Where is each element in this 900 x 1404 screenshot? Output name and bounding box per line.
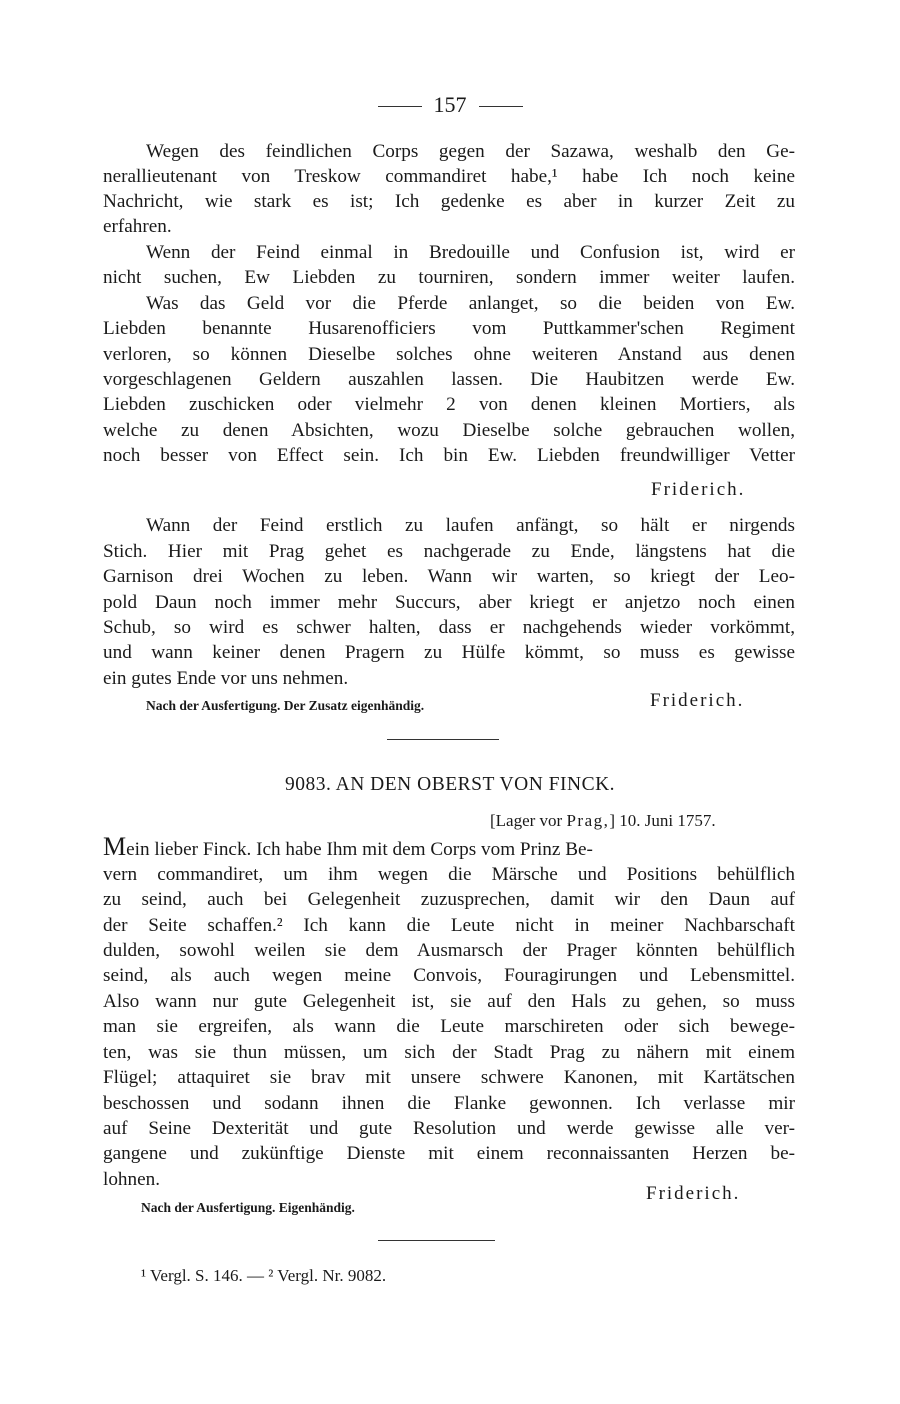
text-line: beschossen und sodann ihnen die Flanke gewonnen. Ich verlasse mir <box>103 1093 795 1114</box>
letter-title: AN DEN OBERST VON FINCK. <box>335 774 616 795</box>
letter-number: 9083. <box>284 774 332 795</box>
text-line: erfahren. <box>103 216 172 237</box>
text-line: der Seite schaffen.² Ich kann die Leute nicht in meiner Nachbarschaft <box>103 915 795 936</box>
page-number-dash-right <box>479 106 523 107</box>
text-line: gangene und zukünftige Dienste mit einem reconnaissanten Herzen be- <box>103 1143 795 1164</box>
text-line: vern commandiret, um ihm wegen die Märsche und Positions behülflich <box>103 864 795 885</box>
text-line: noch besser von Effect sein. Ich bin Ew. Liebden freundwilliger Vetter <box>103 445 795 466</box>
text-line: nicht suchen, Ew Liebden zu tourniren, sondern immer weiter laufen. <box>103 267 795 288</box>
text-line-first <box>103 832 795 862</box>
text-line: dulden, sowohl weilen sie dem Ausmarsch der Prager könnten behülflich <box>103 940 795 961</box>
postscript-signature: Friderich. <box>650 690 745 711</box>
text-line: Also wann nur gute Gelegenheit ist, sie auf den Hals zu gehen, so muss <box>103 991 795 1012</box>
footnotes: ¹ Vergl. S. 146. — ² Vergl. Nr. 9082. <box>141 1266 387 1285</box>
text-line: man sie ergreifen, als wann die Leute marschireten oder sich bewege- <box>103 1016 795 1037</box>
text-line: lohnen. <box>103 1169 161 1190</box>
text-line: ein lieber Finck. Ich habe Ihm mit dem Corps vom Prinz Be- <box>126 839 593 860</box>
text-line: Wann der Feind erstlich zu laufen anfängt, so hält er nirgends <box>146 515 795 536</box>
source-note: Nach der Ausfertigung. Eigenhändig. <box>141 1200 355 1215</box>
letter-heading <box>0 774 900 796</box>
text-line: Garnison drei Wochen zu leben. Wann wir warten, so kriegt der Leo- <box>103 566 795 587</box>
text-line: Schub, so wird es schwer halten, dass er nachgehends wieder vorkömmt, <box>103 617 795 638</box>
text-line: Liebden zuschicken oder vielmehr 2 von denen kleinen Mortiers, als <box>103 394 795 415</box>
footnote-divider <box>378 1240 495 1241</box>
text-line: Nachricht, wie stark es ist; Ich gedenke es aber in kurzer Zeit zu <box>103 191 795 212</box>
text-line: verloren, so können Dieselbe solches ohne weiteren Anstand aus denen <box>103 344 795 365</box>
text-line: zu seind, auch bei Gelegenheit zuzusprechen, damit wir den Daun auf <box>103 889 795 910</box>
text-line: Wenn der Feind einmal in Bredouille und Confusion ist, wird er <box>146 242 795 263</box>
text-line: pold Daun noch immer mehr Succurs, aber kriegt er anjetzo noch einen <box>103 592 795 613</box>
text-line: seind, als auch wegen meine Convois, Fouragirungen und Lebensmittel. <box>103 965 795 986</box>
dateline-close: ] 10. Juni 1757. <box>609 811 716 830</box>
source-note: Nach der Ausfertigung. Der Zusatz eigenhändig. <box>146 698 425 713</box>
text-line: vorgeschlagenen Geldern auszahlen lassen. Die Haubitzen werde Ew. <box>103 369 795 390</box>
section-divider <box>387 739 499 740</box>
text-line: Stich. Hier mit Prag gehet es nachgerade zu Ende, längstens hat die <box>103 541 795 562</box>
text-line: welche zu denen Absichten, wozu Dieselbe solche gebrauchen wollen, <box>103 420 795 441</box>
dateline-open: [Lager vor <box>490 811 567 830</box>
text-line: und wann keiner denen Pragern zu Hülfe kömmt, so muss es gewisse <box>103 642 795 663</box>
text-line: ein gutes Ende vor uns nehmen. <box>103 668 349 689</box>
initial-letter: M <box>103 832 127 861</box>
text-line: Flügel; attaquiret sie brav mit unsere schwere Kanonen, mit Kartätschen <box>103 1067 795 1088</box>
signature: Friderich. <box>651 479 746 500</box>
page-number-dash-left <box>378 106 422 107</box>
text-line: auf Seine Dexterität und gute Resolution und werde gewisse alle ver- <box>103 1118 795 1139</box>
page-number-text: 157 <box>433 92 467 117</box>
signature: Friderich. <box>646 1183 741 1204</box>
text-line: nerallieutenant von Treskow commandiret habe,¹ habe Ich noch keine <box>103 166 795 187</box>
text-line: Liebden benannte Husarenofficiers vom Puttkammer'schen Regiment <box>103 318 795 339</box>
text-line: Wegen des feindlichen Corps gegen der Sazawa, weshalb den Ge- <box>146 141 795 162</box>
dateline-place: Prag, <box>566 811 610 830</box>
text-line: ten, was sie thun müssen, um sich der Stadt Prag zu nähern mit einem <box>103 1042 795 1063</box>
page-number <box>0 92 900 118</box>
text-line: Was das Geld vor die Pferde anlanget, so die beiden von Ew. <box>146 293 795 314</box>
dateline <box>490 811 716 831</box>
